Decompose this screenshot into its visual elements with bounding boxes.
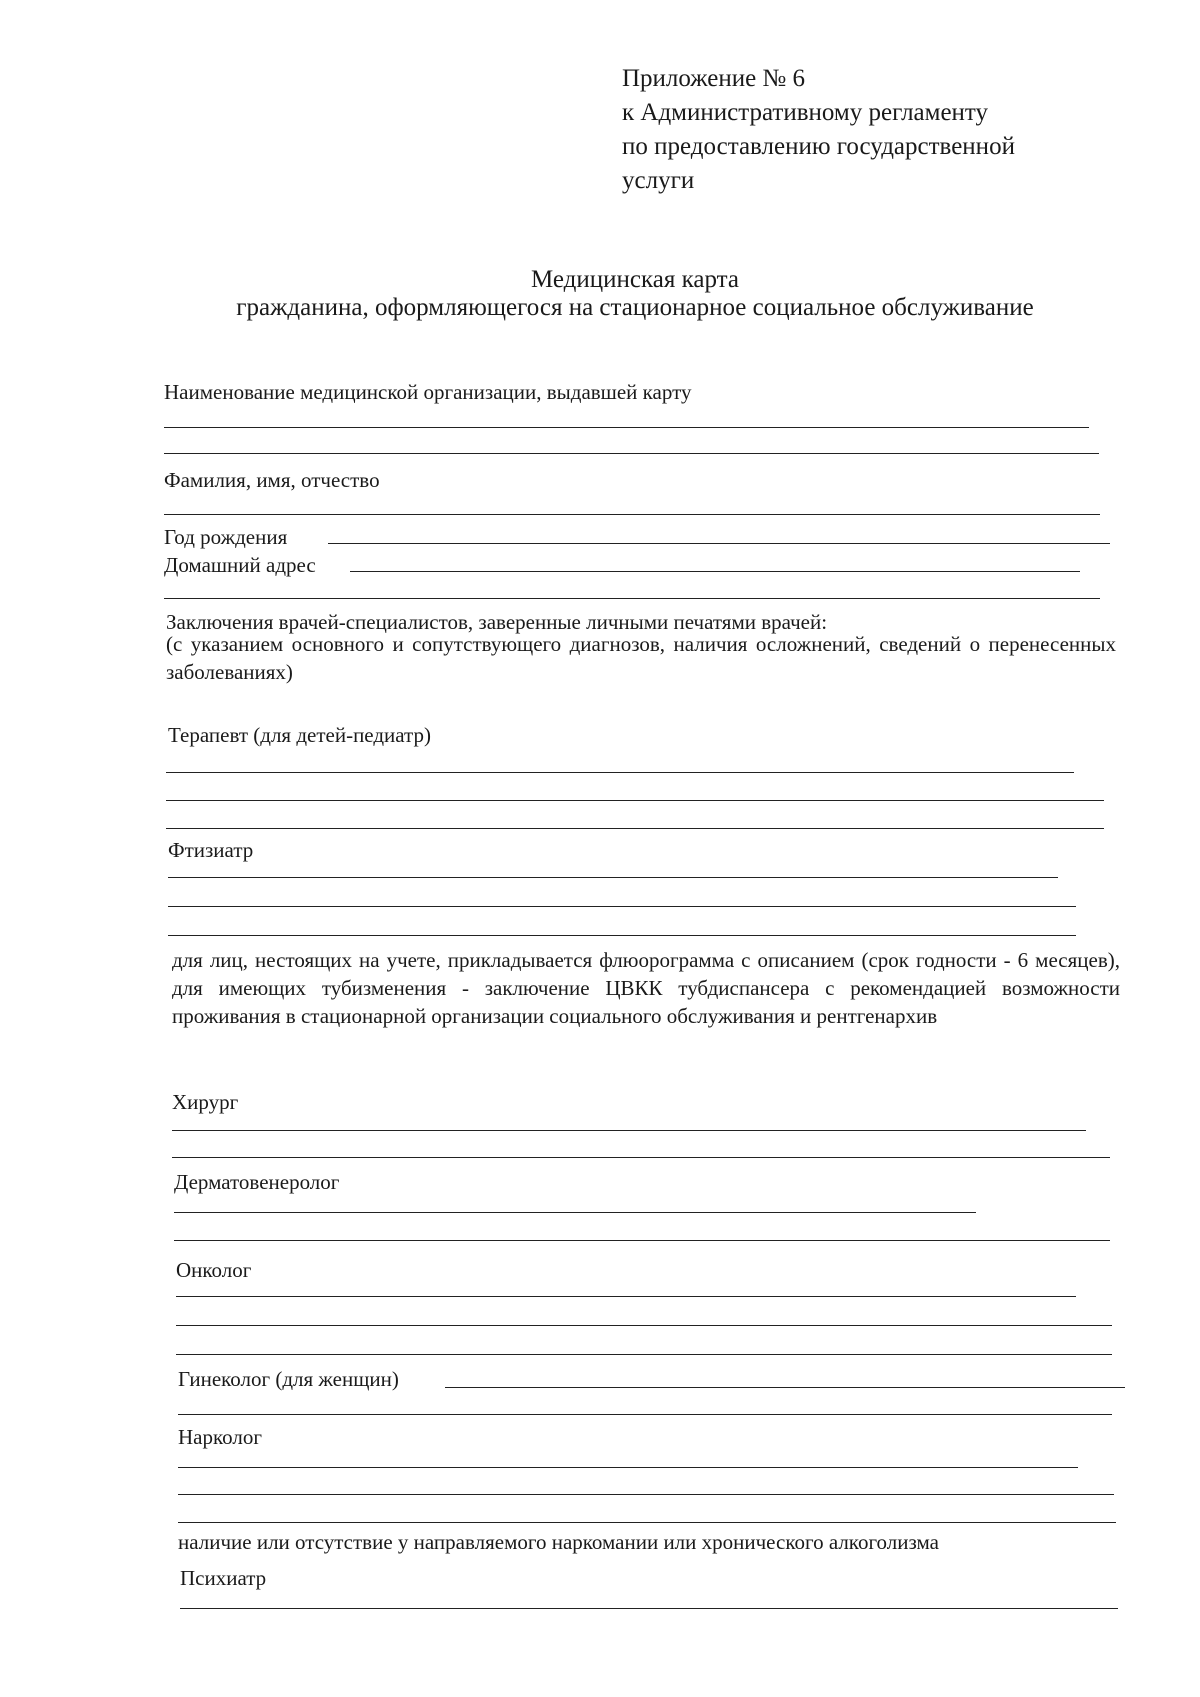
- phthisiatrician-note: для лиц, нестоящих на учете, прикладывается флюорограмма с описанием (срок годности - 6 месяцев), для имеющих тубизменения - заключение ЦВКК тубдиспансера с рекомендацией возможности проживания в стационарной организации социального обслуживания и рентгенархив: [172, 948, 1120, 1028]
- home-address-line-1[interactable]: [350, 571, 1080, 572]
- organization-label: Наименование медицинской организации, выдавшей карту: [164, 380, 692, 404]
- psychiatrist-line[interactable]: [180, 1608, 1118, 1609]
- dermatovenereologist-line-1[interactable]: [174, 1212, 976, 1213]
- therapist-line-1[interactable]: [166, 772, 1074, 773]
- home-address-label: Домашний адрес: [164, 553, 316, 577]
- narcologist-label: Нарколог: [178, 1425, 262, 1449]
- oncologist-line-1[interactable]: [176, 1296, 1076, 1297]
- document-title: Медицинская карта: [531, 266, 739, 293]
- conclusions-note: (с указанием основного и сопутствующего диагнозов, наличия осложнений, сведений о перенесенных заболеваниях): [166, 632, 1116, 684]
- therapist-label: Терапевт (для детей-педиатр): [168, 723, 431, 747]
- oncologist-line-2[interactable]: [176, 1325, 1112, 1326]
- oncologist-label: Онколог: [176, 1258, 252, 1282]
- home-address-line-2[interactable]: [164, 598, 1100, 599]
- surgeon-label: Хирург: [172, 1090, 239, 1114]
- birth-year-label: Год рождения: [164, 525, 288, 549]
- surgeon-line-1[interactable]: [172, 1130, 1086, 1131]
- oncologist-line-3[interactable]: [176, 1354, 1112, 1355]
- appendix-number: Приложение № 6: [622, 65, 806, 92]
- therapist-line-3[interactable]: [166, 828, 1104, 829]
- full-name-line[interactable]: [164, 514, 1100, 515]
- conclusions-heading: Заключения врачей-специалистов, заверенные личными печатями врачей:: [166, 610, 828, 634]
- phthisiatrician-line-1[interactable]: [168, 877, 1058, 878]
- birth-year-line[interactable]: [328, 543, 1110, 544]
- organization-line-1[interactable]: [164, 427, 1089, 428]
- narcologist-note: наличие или отсутствие у направляемого наркомании или хронического алкоголизма: [178, 1530, 939, 1554]
- gynecologist-line-2[interactable]: [178, 1414, 1112, 1415]
- dermatovenereologist-label: Дерматовенеролог: [174, 1170, 340, 1194]
- narcologist-line-1[interactable]: [178, 1467, 1078, 1468]
- appendix-regulation: к Административному регламенту: [622, 99, 989, 126]
- phthisiatrician-line-3[interactable]: [168, 935, 1076, 936]
- gynecologist-label: Гинеколог (для женщин): [178, 1367, 399, 1391]
- surgeon-line-2[interactable]: [172, 1157, 1110, 1158]
- gynecologist-line-1[interactable]: [445, 1387, 1125, 1388]
- dermatovenereologist-line-2[interactable]: [174, 1240, 1110, 1241]
- full-name-label: Фамилия, имя, отчество: [164, 468, 380, 492]
- psychiatrist-label: Психиатр: [180, 1566, 267, 1590]
- therapist-line-2[interactable]: [166, 800, 1104, 801]
- appendix-provision: по предоставлению государственной: [622, 133, 1015, 160]
- narcologist-line-3[interactable]: [178, 1522, 1116, 1523]
- phthisiatrician-label: Фтизиатр: [168, 838, 254, 862]
- organization-line-2[interactable]: [164, 453, 1099, 454]
- document-subtitle: гражданина, оформляющегося на стационарное социальное обслуживание: [236, 294, 1034, 321]
- phthisiatrician-line-2[interactable]: [168, 906, 1076, 907]
- narcologist-line-2[interactable]: [178, 1494, 1114, 1495]
- appendix-service: услуги: [622, 167, 695, 194]
